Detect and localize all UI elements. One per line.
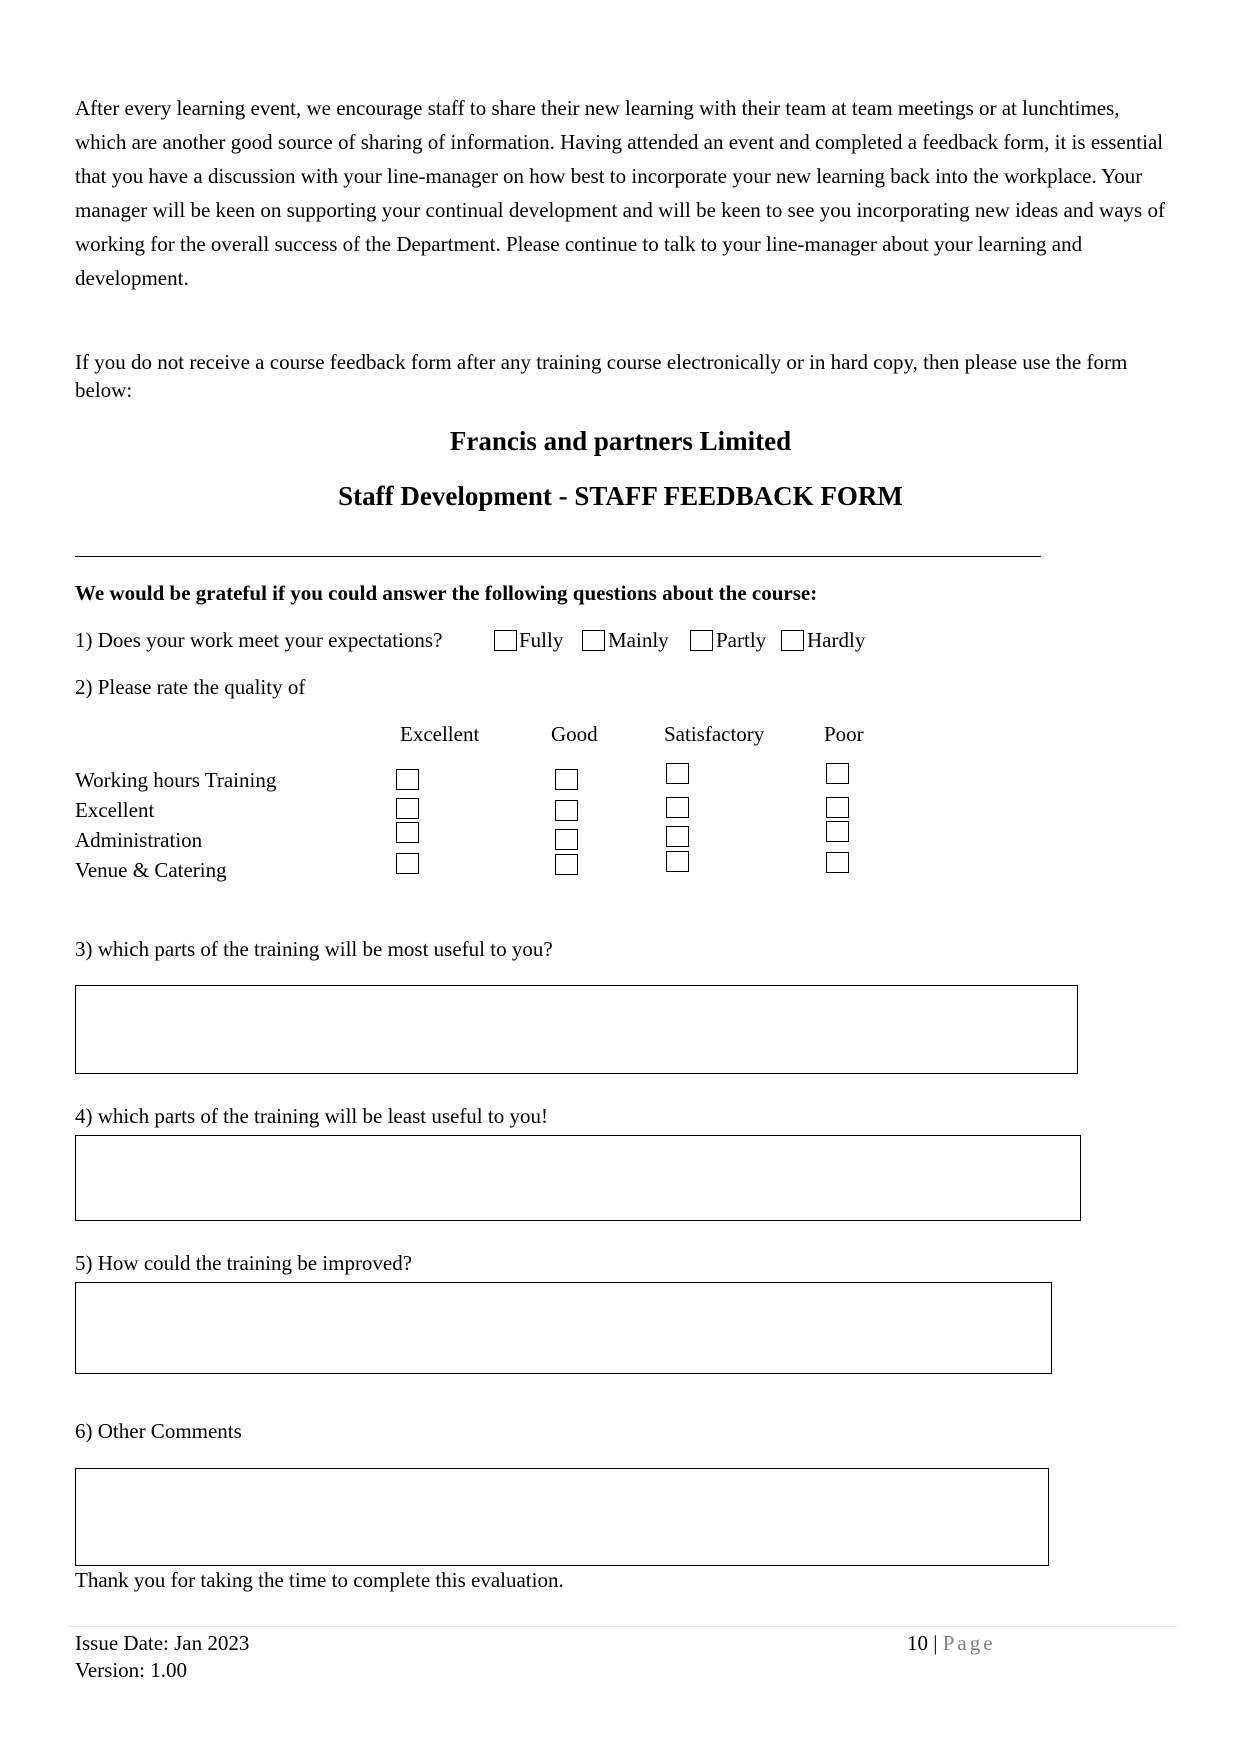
footer-divider	[68, 1626, 1178, 1627]
rating-checkbox[interactable]	[555, 854, 578, 875]
intro-paragraph: After every learning event, we encourage staff to share their new learning with their team at team meetings or at lunchtimes, which are another good source of sharing of information. Having attended an event and completed a feedback form, it is essential that you have a discussion with your line-manager on how best to incorporate your new learning back into the workplace. Your manager will be keen on supporting your continual development and will be keen to see you incorporating new ideas and ways of working for the overall success of the Department. Please continue to talk to your line-manager about your learning and development.	[75, 96, 1165, 290]
rating-checkbox[interactable]	[826, 852, 849, 873]
q1-hardly-label: Hardly	[807, 628, 866, 652]
issue-date: Issue Date: Jan 2023	[75, 1631, 250, 1655]
rating-row-working-hours: Working hours Training	[75, 768, 277, 792]
thank-you-note: Thank you for taking the time to complete this evaluation.	[75, 1568, 564, 1592]
rating-checkbox[interactable]	[396, 822, 419, 843]
rating-col-poor: Poor	[824, 722, 864, 746]
rating-col-excellent: Excellent	[400, 722, 480, 746]
form-title: Staff Development - STAFF FEEDBACK FORM	[338, 481, 903, 511]
page-word: Page	[942, 1631, 996, 1655]
q1-fully-label: Fully	[519, 628, 564, 652]
rating-checkbox[interactable]	[396, 798, 419, 819]
q2-text: 2) Please rate the quality of	[75, 675, 306, 699]
rating-checkbox[interactable]	[666, 763, 689, 784]
rating-checkbox[interactable]	[396, 853, 419, 874]
q1-hardly-checkbox[interactable]	[781, 630, 804, 651]
fallback-note: If you do not receive a course feedback form after any training course electronically or in hard copy, then please use the form below:	[75, 350, 1128, 402]
rating-col-good: Good	[551, 722, 598, 746]
company-name: Francis and partners Limited	[449, 426, 792, 456]
q1-mainly-label: Mainly	[608, 628, 669, 652]
q5-answer-box[interactable]	[75, 1282, 1052, 1374]
version: Version: 1.00	[75, 1658, 187, 1682]
rating-checkbox[interactable]	[555, 800, 578, 821]
rating-checkbox[interactable]	[555, 829, 578, 850]
rating-checkbox[interactable]	[666, 851, 689, 872]
q5-text: 5) How could the training be improved?	[75, 1251, 413, 1275]
q1-mainly-checkbox[interactable]	[582, 630, 605, 651]
q4-answer-box[interactable]	[75, 1135, 1081, 1221]
rating-col-satisfactory: Satisfactory	[664, 722, 765, 746]
rating-row-administration: Administration	[75, 828, 203, 852]
rating-checkbox[interactable]	[826, 797, 849, 818]
q1-partly-checkbox[interactable]	[690, 630, 713, 651]
page-indicator	[907, 1631, 996, 1656]
rating-checkbox[interactable]	[666, 826, 689, 847]
q1-partly-label: Partly	[716, 628, 767, 652]
q1-fully-checkbox[interactable]	[494, 630, 517, 651]
rating-row-excellent: Excellent	[75, 798, 155, 822]
title-divider	[75, 556, 1041, 557]
q1-text: 1) Does your work meet your expectations?	[75, 628, 443, 652]
rating-row-venue-catering: Venue & Catering	[75, 858, 227, 882]
q6-answer-box[interactable]	[75, 1468, 1049, 1566]
rating-checkbox[interactable]	[826, 821, 849, 842]
rating-checkbox[interactable]	[555, 769, 578, 790]
rating-checkbox[interactable]	[666, 797, 689, 818]
rating-checkbox[interactable]	[826, 763, 849, 784]
q3-text: 3) which parts of the training will be most useful to you?	[75, 937, 553, 961]
q6-text: 6) Other Comments	[75, 1419, 242, 1443]
q3-answer-box[interactable]	[75, 985, 1078, 1074]
page-separator: |	[933, 1631, 938, 1655]
page-number: 10	[907, 1631, 928, 1655]
rating-checkbox[interactable]	[396, 769, 419, 790]
form-instruction: We would be grateful if you could answer the following questions about the course:	[75, 581, 818, 605]
q4-text: 4) which parts of the training will be least useful to you!	[75, 1104, 548, 1128]
